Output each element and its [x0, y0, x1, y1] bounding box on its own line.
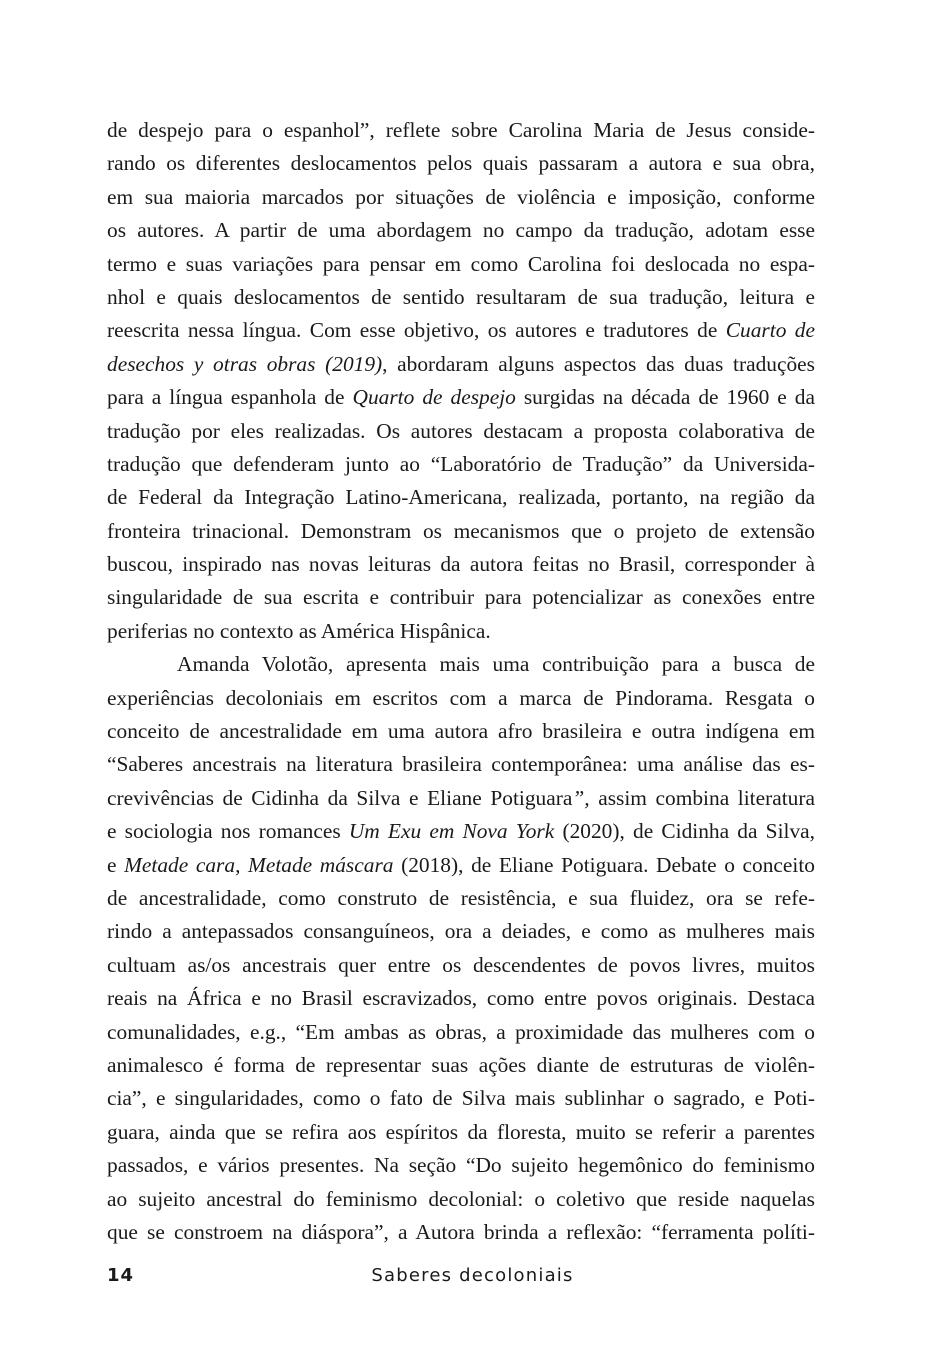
text-line: desechos y otras obras (2019), abordaram alguns aspectos das duas traduções: [107, 351, 815, 376]
text-line: singularidade de sua escrita e contribuir para potencializar as conexões entre: [107, 585, 815, 610]
text-line: termo e suas variações para pensar em como Carolina foi deslocada no espa-: [107, 251, 815, 276]
paragraph-2: [107, 648, 815, 1249]
text-line: ao sujeito ancestral do feminismo decolonial: o coletivo que reside naquelas: [107, 1186, 815, 1211]
text-line: passados, e vários presentes. Na seção “Do sujeito hegemônico do feminismo: [107, 1153, 815, 1178]
text-line: reais na África e no Brasil escravizados, como entre povos originais. Destaca: [107, 986, 815, 1011]
page-footer: [0, 1265, 945, 1293]
text-line: em sua maioria marcados por situações de violência e imposição, conforme: [107, 184, 815, 209]
text-line: conceito de ancestralidade em uma autora afro brasileira e outra indígena em: [107, 719, 815, 744]
text-line: buscou, inspirado nas novas leituras da autora feitas no Brasil, corresponder à: [107, 552, 815, 577]
text-line: crevivências de Cidinha da Silva e Eliane Potiguara”, assim combina literatura: [107, 785, 815, 810]
text-line: Amanda Volotão, apresenta mais uma contribuição para a busca de: [177, 652, 815, 677]
running-title: Saberes decoloniais: [371, 1265, 574, 1286]
page-number: 14: [107, 1265, 135, 1286]
text-line: fronteira trinacional. Demonstram os mecanismos que o projeto de extensão: [107, 518, 815, 543]
text-line: guara, ainda que se refira aos espíritos da floresta, muito se referir a parentes: [107, 1119, 815, 1144]
text-line: animalesco é forma de representar suas ações diante de estruturas de violên-: [107, 1052, 815, 1077]
text-line: de Federal da Integração Latino-Americana, realizada, portanto, na região da: [107, 485, 815, 510]
text-line: nhol e quais deslocamentos de sentido resultaram de sua tradução, leitura e: [107, 284, 815, 309]
text-line: cia”, e singularidades, como o fato de Silva mais sublinhar o sagrado, e Poti-: [107, 1086, 815, 1111]
text-line: tradução que defenderam junto ao “Laboratório de Tradução” da Universida-: [107, 451, 815, 476]
text-line: comunalidades, e.g., “Em ambas as obras, a proximidade das mulheres com o: [107, 1019, 815, 1044]
text-line: para a língua espanhola de Quarto de despejo surgidas na década de 1960 e da: [107, 385, 815, 410]
text-line: experiências decoloniais em escritos com a marca de Pindorama. Resgata o: [107, 685, 815, 710]
text-line: reescrita nessa língua. Com esse objetivo, os autores e tradutores de Cuarto de: [107, 318, 815, 343]
text-line: rando os diferentes deslocamentos pelos quais passaram a autora e sua obra,: [107, 151, 815, 176]
body-text: [107, 114, 815, 1249]
text-line: de despejo para o espanhol”, reflete sobre Carolina Maria de Jesus conside-: [107, 118, 815, 142]
paragraph-1: [107, 114, 815, 648]
text-line: rindo a antepassados consanguíneos, ora a deiades, e como as mulheres mais: [107, 919, 815, 944]
text-line: e sociologia nos romances Um Exu em Nova York (2020), de Cidinha da Silva,: [107, 819, 815, 844]
text-line: tradução por eles realizadas. Os autores destacam a proposta colaborativa de: [107, 418, 815, 443]
text-line: de ancestralidade, como construto de resistência, e sua fluidez, ora se refe-: [107, 885, 815, 910]
text-line: os autores. A partir de uma abordagem no campo da tradução, adotam esse: [107, 218, 815, 243]
text-line: que se constroem na diáspora”, a Autora brinda a reflexão: “ferramenta políti-: [107, 1219, 815, 1244]
text-line: periferias no contexto as América Hispânica.: [107, 618, 491, 643]
text-line: cultuam as/os ancestrais quer entre os descendentes de povos livres, muitos: [107, 952, 815, 977]
text-line: “Saberes ancestrais na literatura brasileira contemporânea: uma análise das es-: [107, 752, 815, 777]
text-line: e Metade cara, Metade máscara (2018), de Eliane Potiguara. Debate o conceito: [107, 852, 815, 877]
